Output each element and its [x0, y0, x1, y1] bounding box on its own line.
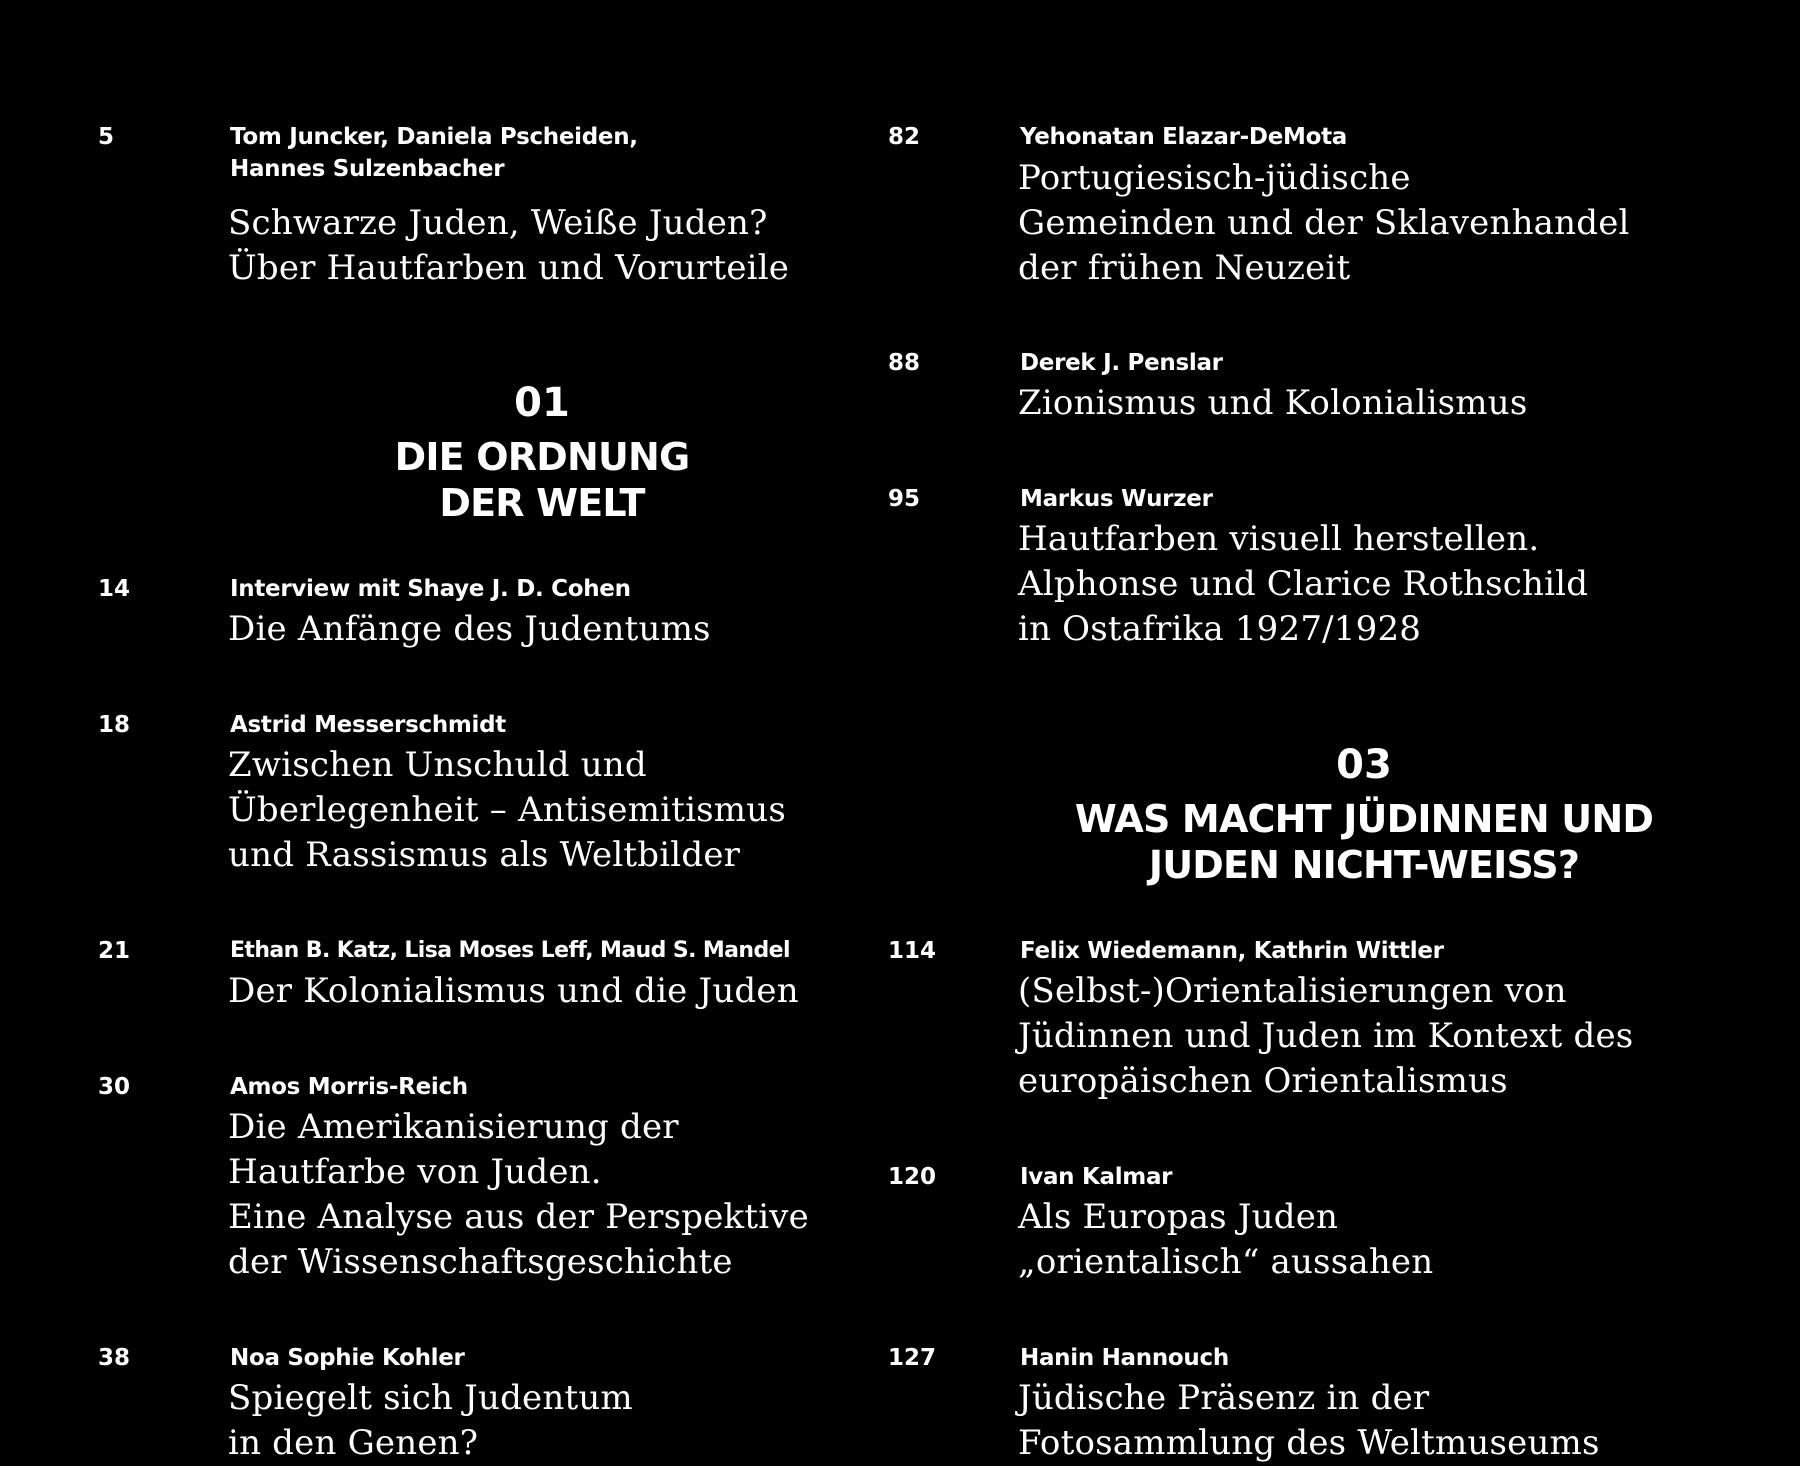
entry-author: Felix Wiedemann, Kathrin Wittler — [1020, 938, 1444, 964]
entry-title: Die Anfänge des Judentums — [228, 609, 711, 649]
section-title: WAS MACHT JÜDINNEN UND JUDEN NICHT-WEISS? — [1074, 797, 1654, 887]
entry-author: Interview mit Shaye J. D. Cohen — [230, 576, 631, 602]
page-number: 114 — [888, 938, 937, 964]
page-number: 5 — [98, 124, 115, 150]
entry-title: Die Amerikanisierung der Hautfarbe von Juden. Eine Analyse aus der Perspektive der Wissenschaftsgeschichte — [228, 1107, 809, 1282]
entry-title: Schwarze Juden, Weiße Juden? Über Hautfarben und Vorurteile — [228, 203, 790, 288]
section-number: 01 — [514, 380, 570, 426]
entry-title: Jüdische Präsenz in der Fotosammlung des Weltmuseums — [1018, 1378, 1600, 1463]
entry-author: Markus Wurzer — [1020, 486, 1213, 512]
entry-title: Zwischen Unschuld und Überlegenheit – Antisemitismus und Rassismus als Weltbilder — [228, 745, 786, 875]
section-heading-01 — [342, 378, 742, 526]
entry-author: Astrid Messerschmidt — [230, 712, 506, 738]
page-number: 127 — [888, 1345, 937, 1371]
page-number: 18 — [98, 712, 131, 738]
entry-title: Spiegelt sich Judentum in den Genen? — [228, 1378, 633, 1463]
entry-author: Hanin Hannouch — [1020, 1345, 1229, 1371]
entry-title: Hautfarben visuell herstellen. Alphonse und Clarice Rothschild in Ostafrika 1927/1928 — [1018, 519, 1589, 649]
page-number: 95 — [888, 486, 921, 512]
entry-title: (Selbst-)Orientalisierungen von Jüdinnen und Juden im Kontext des europäischen Orientalismus — [1018, 971, 1634, 1101]
section-title: DIE ORDNUNG DER WELT — [394, 435, 690, 525]
page-number: 14 — [98, 576, 131, 602]
entry-author: Amos Morris-Reich — [230, 1074, 468, 1100]
entry-author: Ivan Kalmar — [1020, 1164, 1173, 1190]
page-number: 120 — [888, 1164, 937, 1190]
entry-author: Noa Sophie Kohler — [230, 1345, 465, 1371]
entry-title: Portugiesisch-jüdische Gemeinden und der Sklavenhandel der frühen Neuzeit — [1018, 158, 1630, 288]
page-number: 30 — [98, 1074, 131, 1100]
page-number: 88 — [888, 350, 921, 376]
section-number: 03 — [1336, 742, 1392, 788]
entry-title: Der Kolonialismus und die Juden — [228, 971, 799, 1011]
entry-title: Zionismus und Kolonialismus — [1018, 383, 1528, 423]
section-heading-03 — [1004, 740, 1724, 888]
entry-title: Als Europas Juden „orientalisch“ aussahen — [1018, 1197, 1434, 1282]
entry-author: Derek J. Penslar — [1020, 350, 1223, 376]
page-number: 21 — [98, 938, 131, 964]
page-number: 38 — [98, 1345, 131, 1371]
entry-author: Tom Juncker, Daniela Pscheiden, Hannes Sulzenbacher — [230, 124, 638, 182]
entry-author: Ethan B. Katz, Lisa Moses Leff, Maud S. Mandel — [230, 938, 790, 963]
page-number: 82 — [888, 124, 921, 150]
entry-author: Yehonatan Elazar-DeMota — [1020, 124, 1348, 150]
